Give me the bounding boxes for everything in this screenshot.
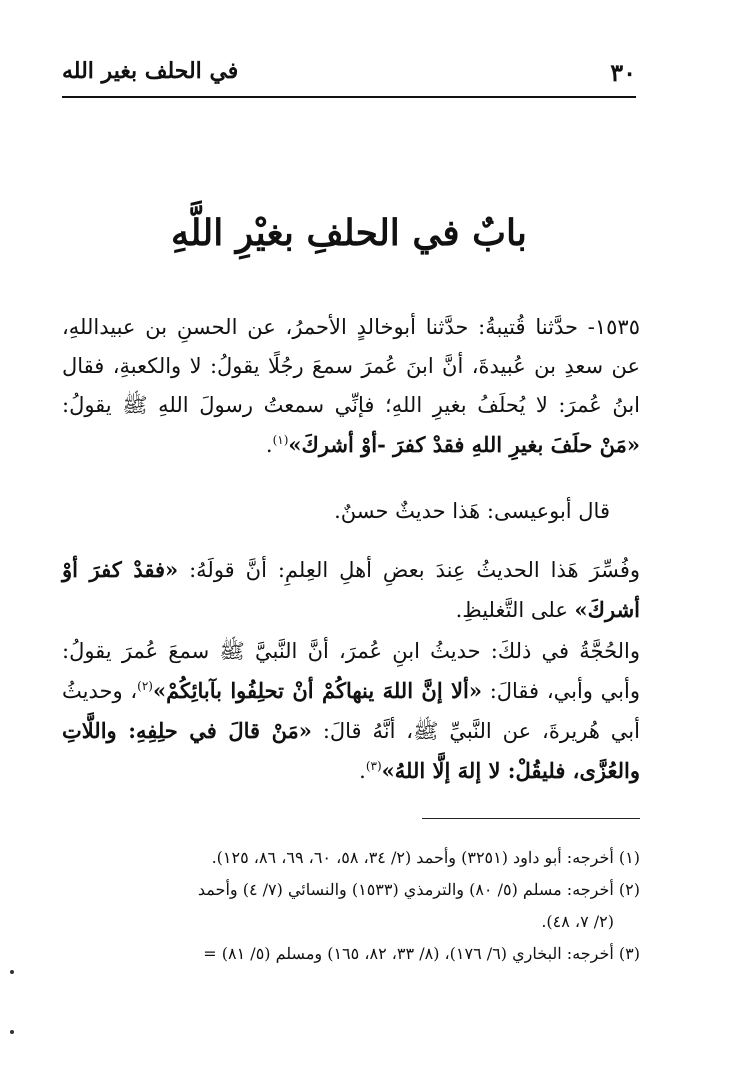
tafsir-quote: «فقدْ كفرَ أوْ أشركَ» <box>62 557 640 622</box>
footnote-1: (١) أخرجه: أبو داود (٣٢٥١) وأحمد (٢/ ٣٤، ٥٨، ٦٠، ٦٩، ٨٦، ١٢٥). <box>211 848 640 867</box>
tafsir-end: على التَّغليظِ. <box>455 598 575 622</box>
hujja-paragraph <box>62 632 640 791</box>
margin-dot <box>10 1030 14 1034</box>
hujja-text-1: والحُجَّةُ في ذلكَ: حديثُ ابنِ عُمرَ، أنَّ النَّبيَّ ﷺ سمعَ عُمرَ يقولُ: وأبي وأبي، فقالَ: <box>62 639 640 703</box>
abu-isa-text: قال أبوعيسى: هَذا حديثٌ حسنٌ. <box>334 499 610 523</box>
hadith-quote: «مَنْ حلَفَ بغيرِ اللهِ فقدْ كفرَ -أوْ أشركَ» <box>288 432 640 457</box>
hujja-end: . <box>359 759 366 783</box>
footnote-2-line-1: (٢) أخرجه: مسلم (٥/ ٨٠) والترمذي (١٥٣٣) والنسائي (٧/ ٤) وأحمد <box>197 880 640 899</box>
abu-isa-paragraph <box>62 492 640 531</box>
footnote-ref-2[interactable]: (٢) <box>137 679 153 693</box>
footnotes <box>62 842 640 970</box>
hadith-end: . <box>265 433 273 457</box>
margin-dot <box>10 970 14 974</box>
hujja-quote-1: «ألا إنَّ اللهَ ينهاكُمْ أنْ تحلِفُوا بآبائِكُمْ» <box>152 678 482 703</box>
chapter-title: بابٌ في الحلفِ بغيْرِ اللَّهِ <box>171 212 527 254</box>
header-rule <box>62 96 636 98</box>
running-title: في الحلف بغير الله <box>62 58 239 84</box>
footnote-3: (٣) أخرجه: البخاري (٦/ ١٧٦)، (٨/ ٣٣، ٨٢، ١٦٥) ومسلم (٥/ ٨١) = <box>203 944 640 963</box>
footnote-ref-1[interactable]: (١) <box>272 433 289 447</box>
tafsir-text: وفُسِّرَ هَذا الحديثُ عِندَ بعضِ أهلِ العِلمِ: أنَّ قولَهُ: <box>178 558 640 582</box>
hadith-text: حدَّثنا قُتيبةُ: حدَّثنا أبوخالدٍ الأحمرُ، عن الحسنِ بن عبيداللهِ، عن سعدِ بن عُبيدةَ، أنَّ ابنَ عُمرَ سمعَ رجُلًا يقولُ: لا والكعبةِ، فقال ابنُ عُمرَ: لا يُحلَفُ بغيرِ اللهِ؛ فإنِّي سمعتُ رسولَ اللهِ ﷺ يقولُ: <box>62 315 640 417</box>
page-number: ٣٠ <box>610 58 636 87</box>
hadith-paragraph <box>62 308 640 465</box>
tafsir-paragraph <box>62 550 640 630</box>
hadith-number: ١٥٣٥- <box>577 315 640 339</box>
footnote-rule <box>422 818 640 819</box>
hujja-text-2: ، وحديثُ أبي هُريرةَ، عن النَّبيِّ ﷺ، أنَّهُ قالَ: <box>62 679 640 743</box>
hujja-quote-2: «مَنْ قالَ في حلِفِهِ: واللَّاتِ والعُزَّى، فليقُلْ: لا إلهَ إلَّا اللهُ» <box>62 718 640 783</box>
running-header <box>62 52 636 92</box>
footnote-2-line-2: (٢/ ٧، ٤٨). <box>541 912 614 931</box>
footnote-ref-3[interactable]: (٣) <box>365 759 382 773</box>
